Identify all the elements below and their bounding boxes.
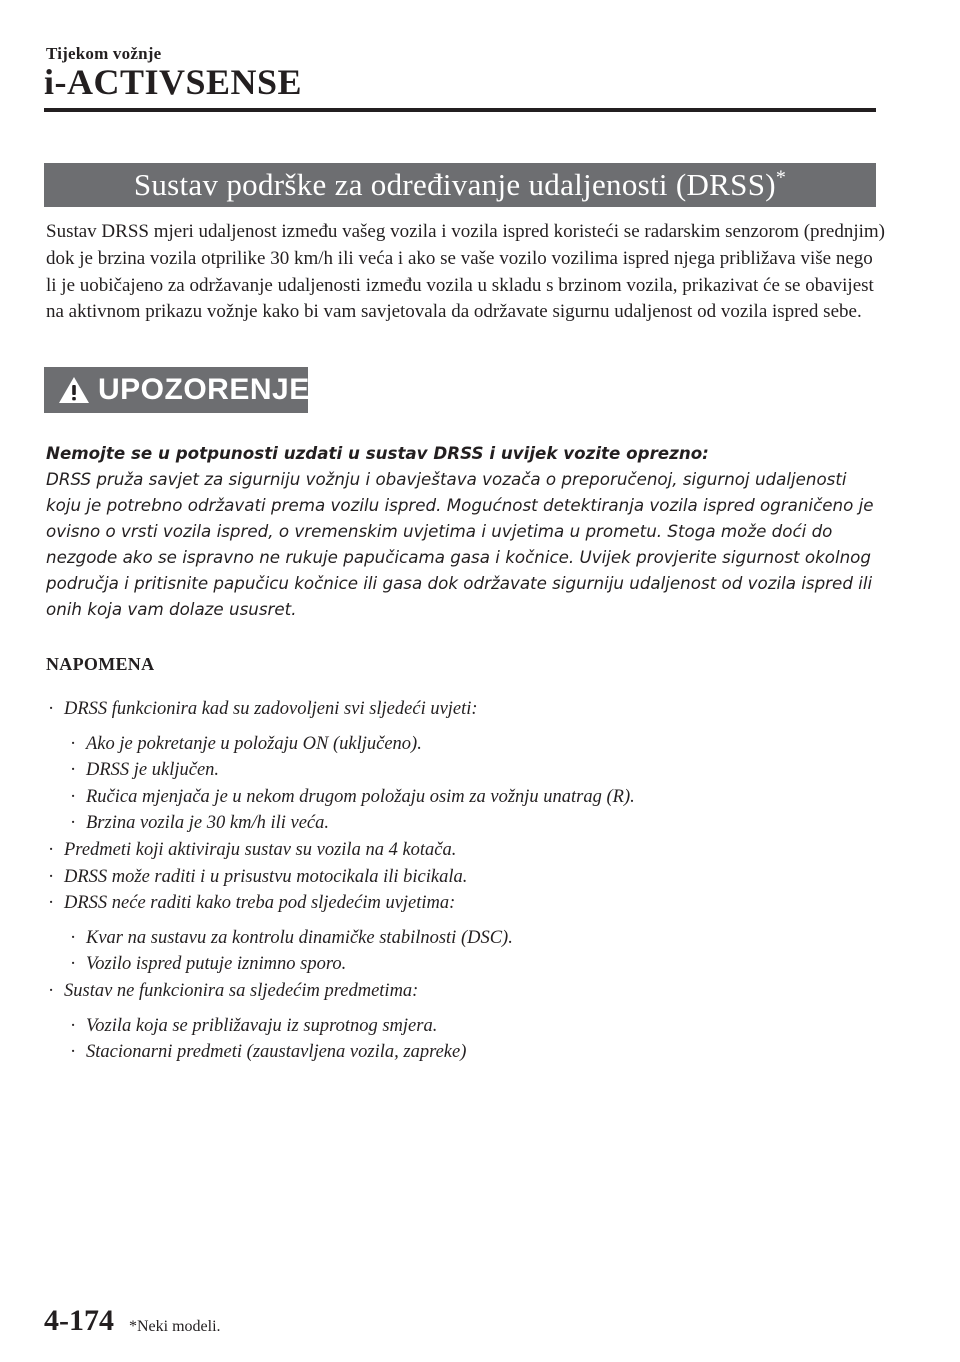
note-list: [46, 696, 886, 1066]
note-subitem: · Vozilo ispred putuje iznimno sporo.: [46, 951, 886, 978]
note-subitem: · Kvar na sustavu za kontrolu dinamičke stabilnosti (DSC).: [46, 925, 886, 952]
warning-label: UPOZORENJE: [98, 373, 310, 406]
warning-heading: Nemojte se u potpunosti uzdati u sustav DRSS i uvijek vozite oprezno:: [46, 443, 709, 463]
page-number: 4-174: [44, 1304, 114, 1337]
note-item: · Predmeti koji aktiviraju sustav su vozila na 4 kotača.: [46, 837, 886, 864]
warning-text: DRSS pruža savjet za sigurniju vožnju i obavještava vozača o preporučenoj, sigurnoj udaljenosti koju je potrebno održavati prema vozilu ispred. Mogućnost detektiranja vozila ispred ograničeno je ovisno o vrsti vozila ispred, o vremenskim uvjetima i uvjetima u prometu. Stoga može doći do nezgode ako se ispravno ne rukuje papučicama gasa i kočnice. Uvijek provjerite sigurnost okolnog područja i pritisnite papučicu kočnice ili gasa dok održavate sigurniju udaljenost od vozila ispred ili onih koja vam dolaze ususret.: [46, 469, 874, 619]
section-asterisk: *: [775, 166, 787, 189]
footnote: *Neki modeli.: [129, 1318, 221, 1335]
note-label: NAPOMENA: [46, 654, 155, 674]
header-rule: [44, 108, 876, 112]
section-title: Sustav podrške za određivanje udaljenosti (DRSS): [133, 167, 776, 202]
note-item: · DRSS neće raditi kako treba pod sljedećim uvjetima:: [46, 890, 886, 917]
note-subitem: · Vozila koja se približavaju iz suprotnog smjera.: [46, 1013, 886, 1040]
note-subitem: · Ručica mjenjača je u nekom drugom položaju osim za vožnju unatrag (R).: [46, 784, 886, 811]
note-item: · DRSS funkcionira kad su zadovoljeni svi sljedeći uvjeti:: [46, 696, 886, 723]
chapter-title: i-ACTIVSENSE: [44, 62, 303, 102]
warning-body: [46, 440, 886, 622]
warning-triangle-icon: [58, 376, 90, 404]
note-item: · DRSS može raditi i u prisustvu motocikala ili bicikala.: [46, 864, 886, 891]
note-subitem: · Brzina vozila je 30 km/h ili veća.: [46, 810, 886, 837]
note-item: · Sustav ne funkcionira sa sljedećim predmetima:: [46, 978, 886, 1005]
intro-paragraph: Sustav DRSS mjeri udaljenost između vašeg vozila i vozila ispred koristeći se radarskim senzorom (prednjim) dok je brzina vozila otprilike 30 km/h ili veća i ako se vaše vozilo vozilima ispred njega približava više nego li je uobičajeno za održavanje udaljenosti između vozila u skladu s brzinom vozila, prikazivat će se obavijest na aktivnom prikazu vožnje kako bi vam savjetovala da održavate sigurnu udaljenost od vozila ispred sebe.: [46, 221, 885, 323]
section-banner: [44, 163, 876, 207]
chapter-label: Tijekom vožnje: [46, 44, 162, 63]
note-subitem: · DRSS je uključen.: [46, 757, 886, 784]
warning-tag: [44, 367, 308, 413]
note-subitem: · Stacionarni predmeti (zaustavljena vozila, zapreke): [46, 1039, 886, 1066]
note-subitem: · Ako je pokretanje u položaju ON (uključeno).: [46, 731, 886, 758]
